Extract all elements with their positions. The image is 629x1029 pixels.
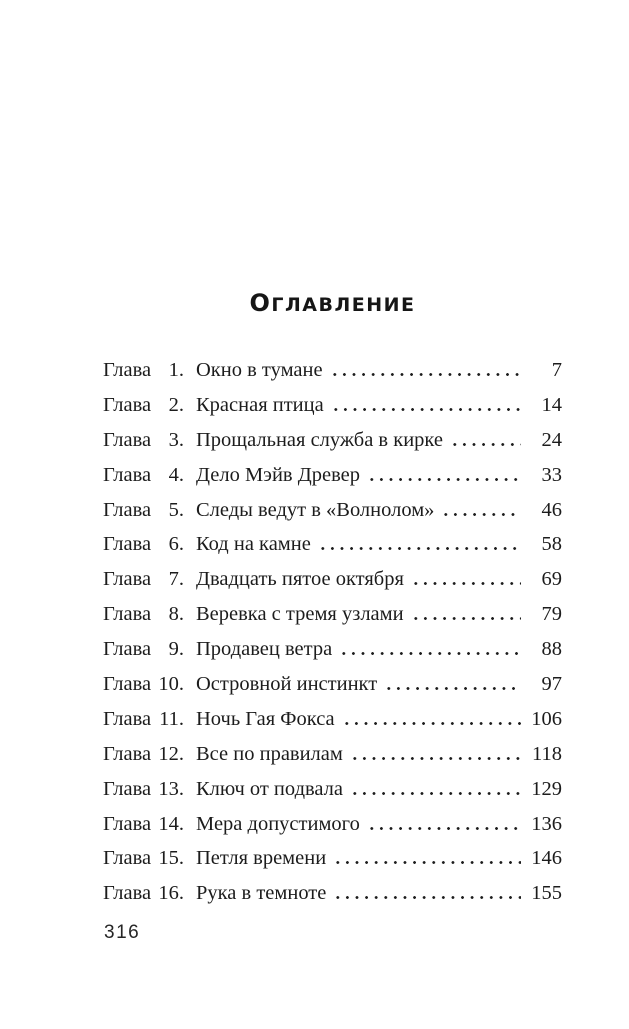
dot-leader bbox=[409, 582, 521, 585]
chapter-label: Глава bbox=[103, 359, 152, 381]
dot-leader bbox=[348, 792, 521, 795]
chapter-number: 11. bbox=[159, 707, 184, 730]
dot-leader bbox=[316, 547, 521, 550]
chapter-number: 10. bbox=[158, 673, 184, 696]
chapter-number: 13. bbox=[158, 777, 184, 800]
chapter-title: Прощальная служба в кирке bbox=[196, 428, 443, 451]
chapter-title: Ключ от подвала bbox=[196, 777, 344, 800]
chapter-page-number: 14 bbox=[541, 393, 562, 416]
chapter-label: Глава bbox=[103, 428, 152, 451]
toc-entry bbox=[103, 359, 562, 394]
chapter-title: Красная птица bbox=[196, 393, 324, 416]
chapter-page-number: 88 bbox=[541, 638, 562, 661]
page-title: ОГЛАВЛЕНИЕ bbox=[249, 289, 416, 317]
toc-list bbox=[103, 359, 562, 917]
chapter-number: 3. bbox=[168, 428, 184, 451]
chapter-page-number: 58 bbox=[541, 533, 562, 556]
dot-leader bbox=[448, 443, 521, 446]
chapter-number: 9. bbox=[168, 638, 184, 661]
toc-entry bbox=[103, 429, 562, 464]
toc-entry bbox=[103, 499, 562, 534]
dot-leader bbox=[340, 722, 521, 725]
toc-entry bbox=[103, 603, 562, 638]
toc-entry bbox=[103, 813, 562, 848]
dot-leader bbox=[439, 513, 521, 516]
dot-leader bbox=[331, 861, 521, 864]
toc-entry bbox=[103, 568, 562, 603]
chapter-page-number: 129 bbox=[531, 777, 562, 800]
dot-leader bbox=[331, 896, 521, 899]
toc-entry bbox=[103, 394, 562, 429]
chapter-page-number: 24 bbox=[541, 428, 562, 451]
chapter-page-number: 146 bbox=[531, 847, 562, 870]
dot-leader bbox=[328, 373, 521, 376]
chapter-number: 4. bbox=[168, 463, 184, 486]
dot-leader bbox=[382, 687, 521, 690]
dot-leader bbox=[365, 827, 521, 830]
toc-entry bbox=[103, 847, 562, 882]
chapter-label: Глава bbox=[103, 393, 152, 416]
toc-entry bbox=[103, 673, 562, 708]
chapter-page-number: 46 bbox=[541, 498, 562, 521]
dot-leader bbox=[348, 757, 521, 760]
chapter-title: Двадцать пятое октября bbox=[196, 568, 404, 591]
chapter-label: Глава bbox=[103, 638, 152, 661]
chapter-label: Глава bbox=[103, 742, 152, 765]
chapter-title: Все по правилам bbox=[196, 742, 343, 765]
chapter-label: Глава bbox=[103, 498, 152, 521]
chapter-number: 8. bbox=[168, 603, 184, 626]
toc-entry bbox=[103, 743, 562, 778]
chapter-label: Глава bbox=[103, 882, 152, 905]
chapter-title: Островной инстинкт bbox=[196, 673, 378, 696]
chapter-number: 6. bbox=[168, 533, 184, 556]
chapter-page-number: 97 bbox=[541, 673, 562, 696]
chapter-title: Код на камне bbox=[196, 533, 311, 556]
chapter-title: Дело Мэйв Древер bbox=[196, 463, 360, 486]
chapter-page-number: 33 bbox=[541, 463, 562, 486]
chapter-title: Окно в тумане bbox=[196, 359, 323, 381]
chapter-label: Глава bbox=[103, 673, 152, 696]
dot-leader bbox=[365, 478, 521, 481]
chapter-label: Глава bbox=[103, 707, 152, 730]
dot-leader bbox=[409, 617, 521, 620]
chapter-label: Глава bbox=[103, 533, 152, 556]
dot-leader bbox=[329, 408, 521, 411]
chapter-page-number: 79 bbox=[541, 603, 562, 626]
toc-entry bbox=[103, 533, 562, 568]
chapter-page-number: 118 bbox=[532, 742, 562, 765]
chapter-label: Глава bbox=[103, 812, 152, 835]
folio-page-number: 316 bbox=[104, 922, 141, 943]
chapter-title: Ночь Гая Фокса bbox=[196, 707, 335, 730]
chapter-number: 2. bbox=[168, 393, 184, 416]
chapter-label: Глава bbox=[103, 568, 152, 591]
chapter-title: Рука в темноте bbox=[196, 882, 327, 905]
chapter-number: 1. bbox=[168, 359, 184, 381]
chapter-title: Веревка с тремя узлами bbox=[196, 603, 404, 626]
chapter-number: 16. bbox=[158, 882, 184, 905]
chapter-title: Мера допустимого bbox=[196, 812, 360, 835]
chapter-label: Глава bbox=[103, 777, 152, 800]
chapter-page-number: 136 bbox=[531, 812, 562, 835]
chapter-number: 7. bbox=[168, 568, 184, 591]
chapter-title: Следы ведут в «Волнолом» bbox=[196, 498, 435, 521]
toc-entry bbox=[103, 882, 562, 917]
toc-entry bbox=[103, 464, 562, 499]
chapter-title: Продавец ветра bbox=[196, 638, 333, 661]
chapter-page-number: 7 bbox=[551, 359, 562, 381]
chapter-number: 12. bbox=[158, 742, 184, 765]
dot-leader bbox=[337, 652, 521, 655]
chapter-number: 15. bbox=[158, 847, 184, 870]
toc-entry bbox=[103, 778, 562, 813]
chapter-page-number: 106 bbox=[531, 707, 562, 730]
chapter-label: Глава bbox=[103, 847, 152, 870]
chapter-page-number: 69 bbox=[541, 568, 562, 591]
chapter-page-number: 155 bbox=[531, 882, 562, 905]
chapter-number: 14. bbox=[158, 812, 184, 835]
toc-entry bbox=[103, 638, 562, 673]
chapter-title: Петля времени bbox=[196, 847, 327, 870]
chapter-label: Глава bbox=[103, 603, 152, 626]
chapter-label: Глава bbox=[103, 463, 152, 486]
chapter-number: 5. bbox=[168, 498, 184, 521]
toc-entry bbox=[103, 708, 562, 743]
